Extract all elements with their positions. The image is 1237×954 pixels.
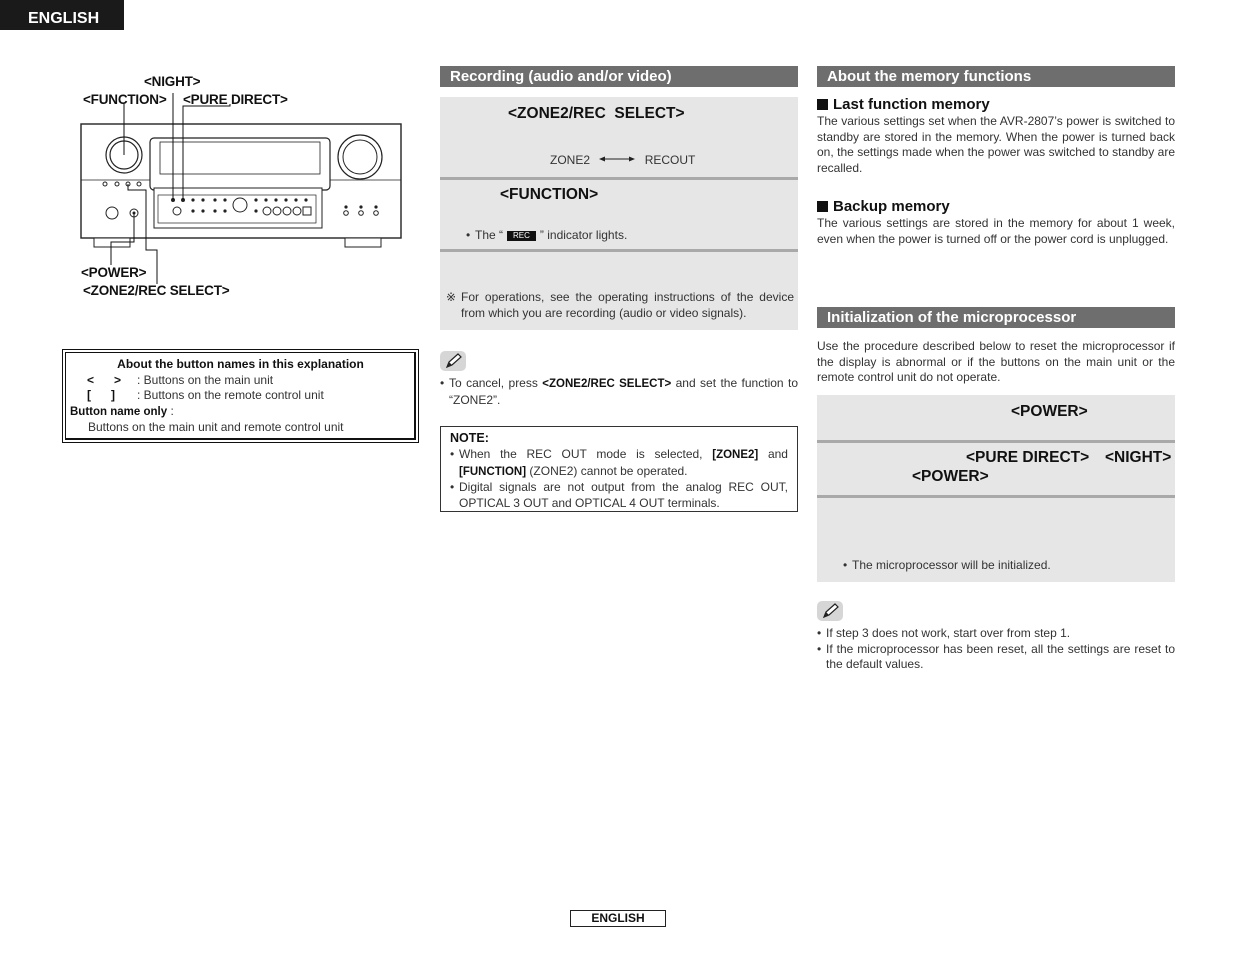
init-power-button: <POWER> bbox=[1011, 403, 1088, 420]
rec-indicator-badge: REC bbox=[507, 231, 536, 241]
language-tab: ENGLISH bbox=[0, 0, 124, 30]
legend-both-units-text: Buttons on the main unit and remote control unit bbox=[88, 420, 344, 434]
power-label: <POWER> bbox=[81, 265, 147, 280]
note-title: NOTE: bbox=[450, 431, 489, 445]
legend-remote-symbol: [ ] bbox=[87, 388, 115, 402]
recording-step-1 bbox=[440, 97, 798, 177]
backup-memory-text: The various settings are stored in the memory for about 1 week, even when the power is turned off or the power cord is unplugged. bbox=[817, 216, 1175, 246]
initialization-intro: Use the procedure described below to reset the microprocessor if the display is abnormal or if the buttons on the main unit or the remote control unit do not operate. bbox=[817, 339, 1175, 384]
note-item-1-function: [FUNCTION] bbox=[459, 465, 527, 478]
rec-indicator-prefix: The “ bbox=[475, 228, 504, 242]
last-function-memory-title bbox=[817, 96, 990, 113]
pure-direct-label: <PURE DIRECT> bbox=[183, 92, 288, 107]
note-item-2: • Digital signals are not output from the analog REC OUT, OPTICAL 3 OUT and OPTICAL 4 OUT terminals. bbox=[450, 480, 788, 511]
init-result-text: • The microprocessor will be initialized. bbox=[843, 558, 1201, 574]
note-item-1-post: (ZONE2) cannot be operated. bbox=[529, 463, 688, 478]
operations-note: For operations, see the operating instructions of the device from which you are recording (audio or video signals). bbox=[461, 290, 794, 320]
memory-heading: About the memory functions bbox=[817, 66, 1175, 87]
recording-heading: Recording (audio and/or video) bbox=[440, 66, 798, 87]
zone2-rec-select-button: <ZONE2/REC SELECT> bbox=[508, 105, 685, 122]
init-tip-1: • If step 3 does not work, start over from step 1. bbox=[817, 626, 1175, 642]
note-item-1-pre: When the REC OUT mode is selected, bbox=[459, 447, 703, 461]
init-power-button-2: <POWER> bbox=[912, 468, 989, 485]
legend-title: About the button names in this explanation bbox=[117, 357, 364, 371]
zone2-rec-select-label: <ZONE2/REC SELECT> bbox=[83, 283, 230, 298]
function-button: <FUNCTION> bbox=[500, 186, 599, 203]
backup-memory-title bbox=[817, 198, 950, 215]
legend-main-unit-symbol: < > bbox=[87, 373, 122, 387]
legend-main-unit-text: : Buttons on the main unit bbox=[137, 373, 274, 387]
cancel-tip bbox=[440, 376, 798, 408]
pencil-icon bbox=[817, 601, 843, 621]
legend-button-name-only bbox=[70, 404, 174, 421]
cancel-tip-prefix: To cancel, press bbox=[449, 376, 538, 390]
flow-recout: RECOUT bbox=[644, 153, 696, 167]
legend-button-name-only-label: Button name only bbox=[70, 406, 168, 418]
init-step-3 bbox=[817, 498, 1175, 582]
init-tip-2: • If the microprocessor has been reset, all the settings are reset to the default values. bbox=[817, 642, 1175, 673]
flow-zone2: ZONE2 bbox=[550, 153, 591, 167]
footer-language: ENGLISH bbox=[570, 910, 666, 927]
initialization-heading: Initialization of the microprocessor bbox=[817, 307, 1175, 328]
night-label: <NIGHT> bbox=[144, 74, 201, 89]
init-step-2 bbox=[817, 443, 1175, 495]
recording-step-2 bbox=[440, 180, 798, 249]
rec-indicator-suffix: ” indicator lights. bbox=[539, 228, 628, 242]
note-item-1-zone2: [ZONE2] bbox=[712, 449, 759, 461]
cancel-tip-suffix: and set the function to “ZONE2”. bbox=[449, 376, 798, 407]
legend-button-name-only-colon: : bbox=[170, 404, 174, 418]
init-pure-direct-button: <PURE DIRECT> bbox=[966, 449, 1090, 466]
zone2-recout-flow bbox=[550, 153, 695, 167]
button-names-legend bbox=[62, 349, 419, 443]
init-night-button: <NIGHT> bbox=[1105, 449, 1172, 466]
square-bullet-icon bbox=[817, 201, 828, 212]
last-function-memory-text: The various settings set when the AVR-2807’s power is switched to standby are stored in the memory. When the power is turned back on, the settings made when the power was switched to standby are recalled. bbox=[817, 114, 1175, 175]
backup-memory-title-text: Backup memory bbox=[833, 198, 950, 215]
note-mark: ※ bbox=[446, 290, 457, 304]
note-item-1-mid: and bbox=[767, 447, 788, 461]
init-step-1 bbox=[817, 395, 1175, 440]
pencil-icon bbox=[440, 351, 466, 371]
cancel-tip-button: <ZONE2/REC SELECT> bbox=[542, 378, 672, 390]
legend-remote-text: : Buttons on the remote control unit bbox=[137, 388, 324, 402]
note-item-1 bbox=[450, 447, 788, 480]
note-box bbox=[440, 426, 798, 512]
last-function-memory-title-text: Last function memory bbox=[833, 96, 990, 113]
init-tips bbox=[817, 626, 1175, 673]
double-arrow-icon bbox=[599, 155, 635, 163]
recording-step-3 bbox=[440, 252, 798, 330]
function-label: <FUNCTION> bbox=[83, 92, 167, 107]
square-bullet-icon bbox=[817, 99, 828, 110]
rec-indicator-text bbox=[466, 228, 627, 244]
front-panel-diagram bbox=[70, 60, 420, 310]
